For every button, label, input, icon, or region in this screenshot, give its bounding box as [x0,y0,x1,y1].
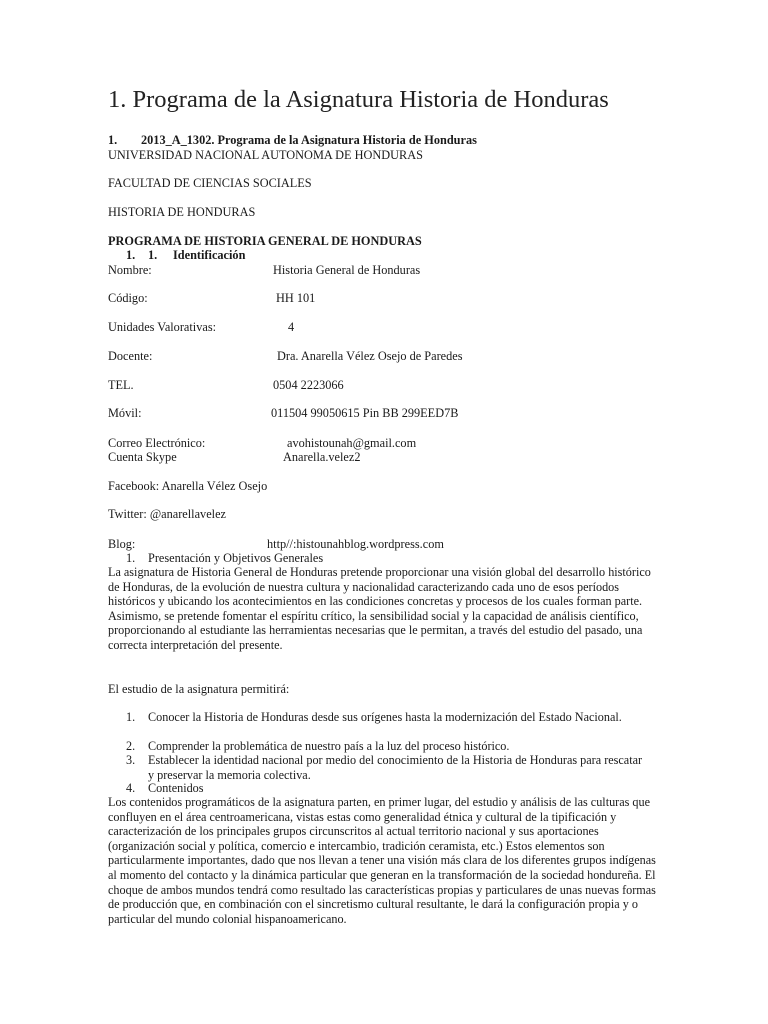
objective-text: Contenidos [148,781,204,795]
section-number: 1. [108,133,118,147]
field-label: Móvil: [108,406,142,420]
field-value: avohistounah@gmail.com [287,436,417,450]
field-value: HH 101 [276,291,316,305]
field-blog [108,537,444,551]
field-correo [108,436,417,450]
field-unidades [108,320,295,334]
field-nombre [108,263,421,277]
field-tel [108,378,344,392]
field-label: Unidades Valorativas: [108,320,217,334]
objective-number: 3. [126,753,136,767]
faculty-name: FACULTAD DE CIENCIAS SOCIALES [108,176,312,190]
field-label: Código: [108,291,148,305]
presentation-num: 1. [126,551,136,565]
study-intro: El estudio de la asignatura permitirá: [108,682,290,696]
field-label: TEL. [108,378,134,392]
objective-number: 1. [126,710,136,724]
field-value: 0504 2223066 [273,378,344,392]
field-label: Docente: [108,349,153,363]
objective-item [126,753,646,782]
field-value: Historia General de Honduras [273,263,421,277]
field-value: Anarella.velez2 [283,450,361,464]
field-codigo [108,291,316,305]
contents-paragraph: Los contenidos programáticos de la asignatura parten, en primer lugar, del estudio y análisis de las culturas que confluyen en el área centroamericana, vistas estas como generalidad étnica y cultural de la tipificación y caracterización de los principales grupos circunscritos al actual territorio nacional y sus aportaciones (organización social y política, comercio e intercambio, tradición ceramista, etc.) Estos elementos son particularmente importantes, dado que nos llevan a tener una visión más clara de los diferentes grupos indígenas al momento del contacto y la dinámica particular que generan en la transformación de la sociedad hondureña. El choque de ambos mundos tendrá como resultado las características propias y particulares de unas nuevas formas de producción que, en combinación con el sincretismo cultural resultante, le dará la configuración propia y o particular del mundo colonial hispanoamericano. [108,795,656,926]
presentation-paragraph: La asignatura de Historia General de Honduras pretende proporcionar una visión global del desarrollo histórico de Honduras, de la evolución de nuestra cultura y nacionalidad caracterizando cada uno de esos períodos históricos y ubicando los acontecimientos en las condiciones concretas y procesos de los cuales forman parte. Asimismo, se pretende fomentar el espíritu crítico, la sensibilidad social y la capacidad de análisis científico, proporcionando al estudiante las herramientas necesarias que le permitan, a través del estudio del pasado, una correcta interpretación del presente. [108,565,651,652]
objective-number: 2. [126,739,136,753]
field-value: 011504 99050615 Pin BB 299EED7B [271,406,459,420]
field-value: Dra. Anarella Vélez Osejo de Paredes [277,349,463,363]
objective-item [126,710,646,725]
field-skype [108,450,361,464]
section-heading [108,133,477,147]
blog-link[interactable]: http//:histounahblog.wordpress.com [267,537,444,551]
field-label: Correo Electrónico: [108,436,206,450]
field-twitter: Twitter: @anarellavelez [108,507,226,521]
field-movil [108,406,459,420]
identification-num-outer: 1. [126,248,136,262]
objective-text: Comprender la problemática de nuestro país a la luz del proceso histórico. [148,739,510,753]
field-value: 4 [288,320,295,334]
presentation-heading-text: Presentación y Objetivos Generales [148,551,324,565]
objective-text: Conocer la Historia de Honduras desde sus orígenes hasta la modernización del Estado Nacional. [148,710,622,724]
objective-text: Establecer la identidad nacional por medio del conocimiento de la Historia de Honduras para rescatar y preservar la memoria colectiva. [148,753,643,782]
field-label: Nombre: [108,263,152,277]
objective-item [126,739,646,754]
program-heading: PROGRAMA DE HISTORIA GENERAL DE HONDURAS [108,234,422,248]
field-label: Blog: [108,537,136,551]
objective-number: 4. [126,781,136,795]
course-area: HISTORIA DE HONDURAS [108,205,256,219]
field-label: Cuenta Skype [108,450,177,464]
identification-num-inner: 1. [148,248,158,262]
field-facebook: Facebook: Anarella Vélez Osejo [108,479,268,493]
section-heading-text: 2013_A_1302. Programa de la Asignatura Historia de Honduras [141,133,477,147]
identification-label: Identificación [173,248,246,262]
university-name: UNIVERSIDAD NACIONAL AUTONOMA DE HONDURAS [108,148,423,162]
field-docente [108,349,463,363]
objective-item [126,781,646,796]
page-title: 1. Programa de la Asignatura Historia de Honduras [108,86,609,113]
